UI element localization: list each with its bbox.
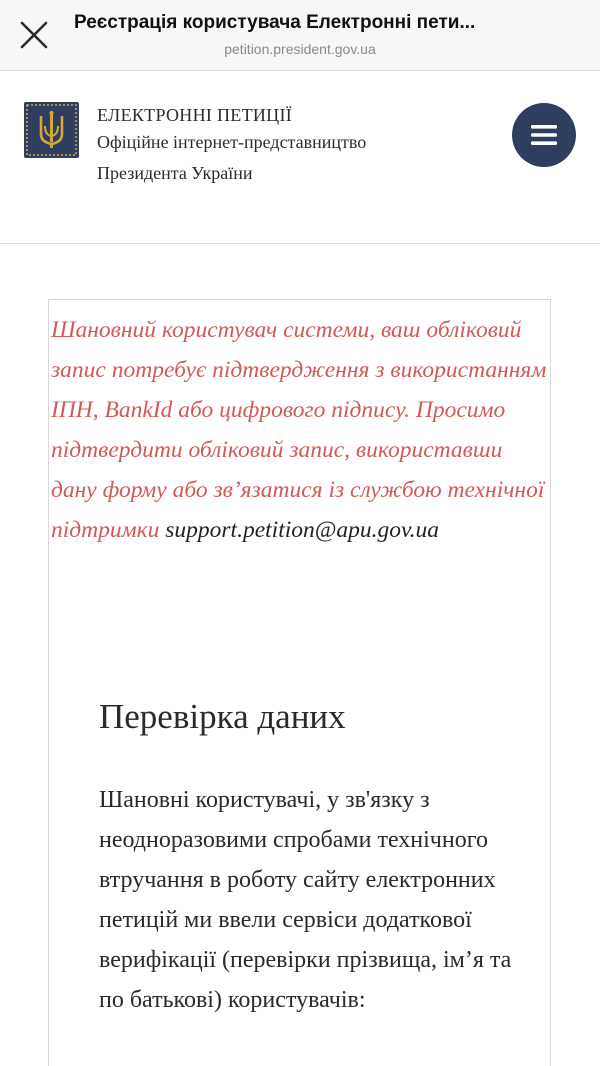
site-subtitle-line2: Президента України (97, 163, 253, 183)
trident-emblem-icon[interactable] (24, 102, 79, 158)
account-verification-notice (51, 310, 547, 550)
section-body: Шановні користувачі, у зв'язку з неодноразовими спробами технічного втручання в роботу сайту електронних петицій ми ввели сервіси додаткової верифікації (перевірки прізвища, імʼя та по батькові) користувачів: (99, 787, 512, 1013)
browser-top-bar (0, 0, 600, 71)
hamburger-menu-icon (531, 124, 557, 146)
close-button[interactable] (14, 15, 54, 55)
browser-url: petition.president.gov.ua (224, 41, 376, 57)
content-card (48, 299, 551, 1066)
site-name: ЕЛЕКТРОННІ ПЕТИЦІЇ (97, 105, 293, 125)
browser-page-title: Реєстрація користувача Електронні пети... (74, 12, 476, 33)
support-email[interactable]: support.petition@apu.gov.ua (165, 517, 440, 543)
site-subtitle-line1: Офіційне інтернет-представництво (97, 132, 367, 152)
section-title: Перевірка даних (99, 697, 346, 736)
notice-text: Шановний користувач системи, ваш обліковий запис потребує підтвердження з використанням ІПН, BankId або цифрового підпису. Просимо підтвердити обліковий запис, використавши дану форму або звʼязатися із службою технічної підтримки (51, 317, 547, 543)
site-brand[interactable] (97, 103, 366, 189)
site-header (0, 71, 600, 244)
menu-button[interactable] (512, 103, 576, 167)
close-icon (19, 20, 49, 50)
